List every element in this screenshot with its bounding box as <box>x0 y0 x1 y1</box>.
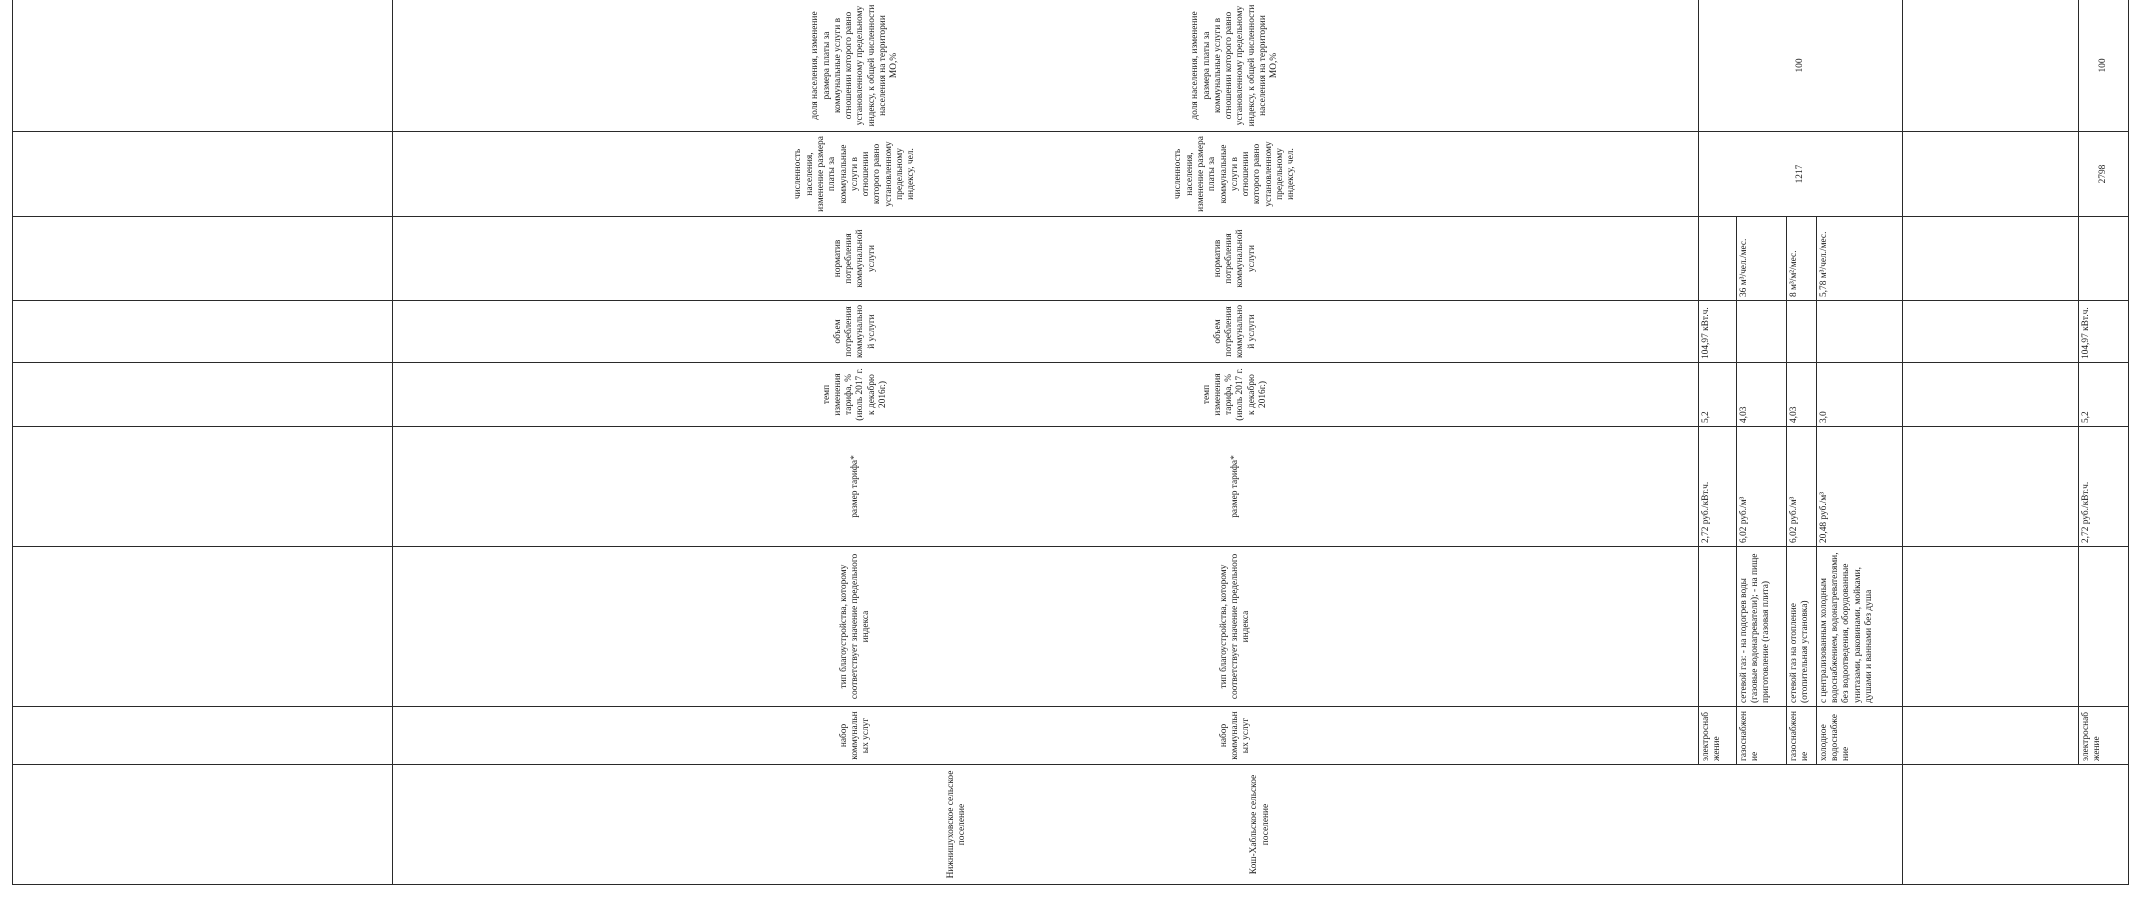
header-type: тип благоустройства, которому соответствует значение предельного индекса <box>393 547 2079 707</box>
header-share-mo: доля населения, изменение размера платы за коммунальные услуги в отношении которого равно установленному предельному индексу, к общей численности населения на территории МО,% <box>13 0 1699 132</box>
norm-cell: 36 м³/чел./мес. <box>1736 217 1786 301</box>
type-cell: сетевой газ: - на подогрев воды (газовые водонагреватели); - на пище приготовление (газовая плита) <box>1736 547 1786 707</box>
service-cell: электроснабжение <box>2078 707 2128 765</box>
header-row <box>393 0 2079 885</box>
settlement-name: Кош-Хабльское сельское поселение <box>393 765 2129 885</box>
volume-cell: 104,97 кВт.ч. <box>2078 301 2128 363</box>
service-cell: газоснабжение <box>1786 707 1816 765</box>
rate-cell: 5,2 <box>1698 363 1736 427</box>
header-type: тип благоустройства, которому соответствует значение предельного индекса <box>13 547 1699 707</box>
header-set: набор коммунальных услуг <box>393 707 2079 765</box>
header-tariff: размер тарифа* <box>13 427 1699 547</box>
norm-cell: 8 м³/м²/мес. <box>1786 217 1816 301</box>
rate-cell: 5,2 <box>2078 363 2128 427</box>
type-cell: с централизованным холодным водоснабжением, водонагревателями, без водоотведения, оборудованные унитазами, раковинами, мойками, душами и ваннами без душа <box>1816 547 1902 707</box>
pop-cell: 1217 <box>1698 132 1902 217</box>
table-block-2 <box>392 0 2129 885</box>
tariff-cell: 20,48 руб./м³ <box>1816 427 1902 547</box>
header-rate: темп изменения тарифа, % (июль 2017 г. к декабрю 2016г.) <box>393 363 2079 427</box>
rate-cell: 3,0 <box>1816 363 1902 427</box>
tariff-cell: 2,72 руб./кВт.ч. <box>1698 427 1736 547</box>
rate-cell: 4,03 <box>1736 363 1786 427</box>
service-cell: газоснабжение <box>1736 707 1786 765</box>
header-volume: объем потребления коммунальной услуги <box>13 301 1699 363</box>
header-norm: норматив потребления коммунальной услуги <box>393 217 2079 301</box>
volume-cell: 104,97 кВт.ч. <box>1698 301 1736 363</box>
rate-cell: 4,03 <box>1786 363 1816 427</box>
type-cell <box>2078 547 2128 707</box>
header-norm: норматив потребления коммунальной услуги <box>13 217 1699 301</box>
header-share-mo: доля населения, изменение размера платы за коммунальные услуги в отношении которого равно установленному предельному индексу, к общей численности населения на территории МО,% <box>393 0 2079 132</box>
header-pop: численность населения, изменение размера платы за коммунальные услуги в отношении которого равно установленному предельному индексу, чел. <box>393 132 2079 217</box>
share-mo-cell: 100 <box>2078 0 2128 132</box>
norm-cell: 5,78 м³/чел./мес. <box>1816 217 1902 301</box>
table-row <box>2078 0 2128 885</box>
tariff-cell: 6,02 руб./м³ <box>1736 427 1786 547</box>
tariff-cell: 2,72 руб./кВт.ч. <box>2078 427 2128 547</box>
header-pop: численность населения, изменение размера платы за коммунальные услуги в отношении которого равно установленному предельному индексу, чел. <box>13 132 1699 217</box>
share-mo-cell: 100 <box>1698 0 1902 132</box>
service-cell: электроснабжение <box>1698 707 1736 765</box>
header-volume: объем потребления коммунальной услуги <box>393 301 2079 363</box>
service-cell: холодное водоснабжение <box>1816 707 1902 765</box>
header-tariff: размер тарифа* <box>393 427 2079 547</box>
settlement-name: Нижнишуховское сельское поселение <box>13 765 1903 885</box>
header-set: набор коммунальных услуг <box>13 707 1699 765</box>
type-cell: сетевой газ на отопление (отопительная установка) <box>1786 547 1816 707</box>
pop-cell: 2798 <box>2078 132 2128 217</box>
norm-cell <box>2078 217 2128 301</box>
tariff-cell: 6,02 руб./м³ <box>1786 427 1816 547</box>
header-rate: темп изменения тарифа, % (июль 2017 г. к декабрю 2016г.) <box>13 363 1699 427</box>
